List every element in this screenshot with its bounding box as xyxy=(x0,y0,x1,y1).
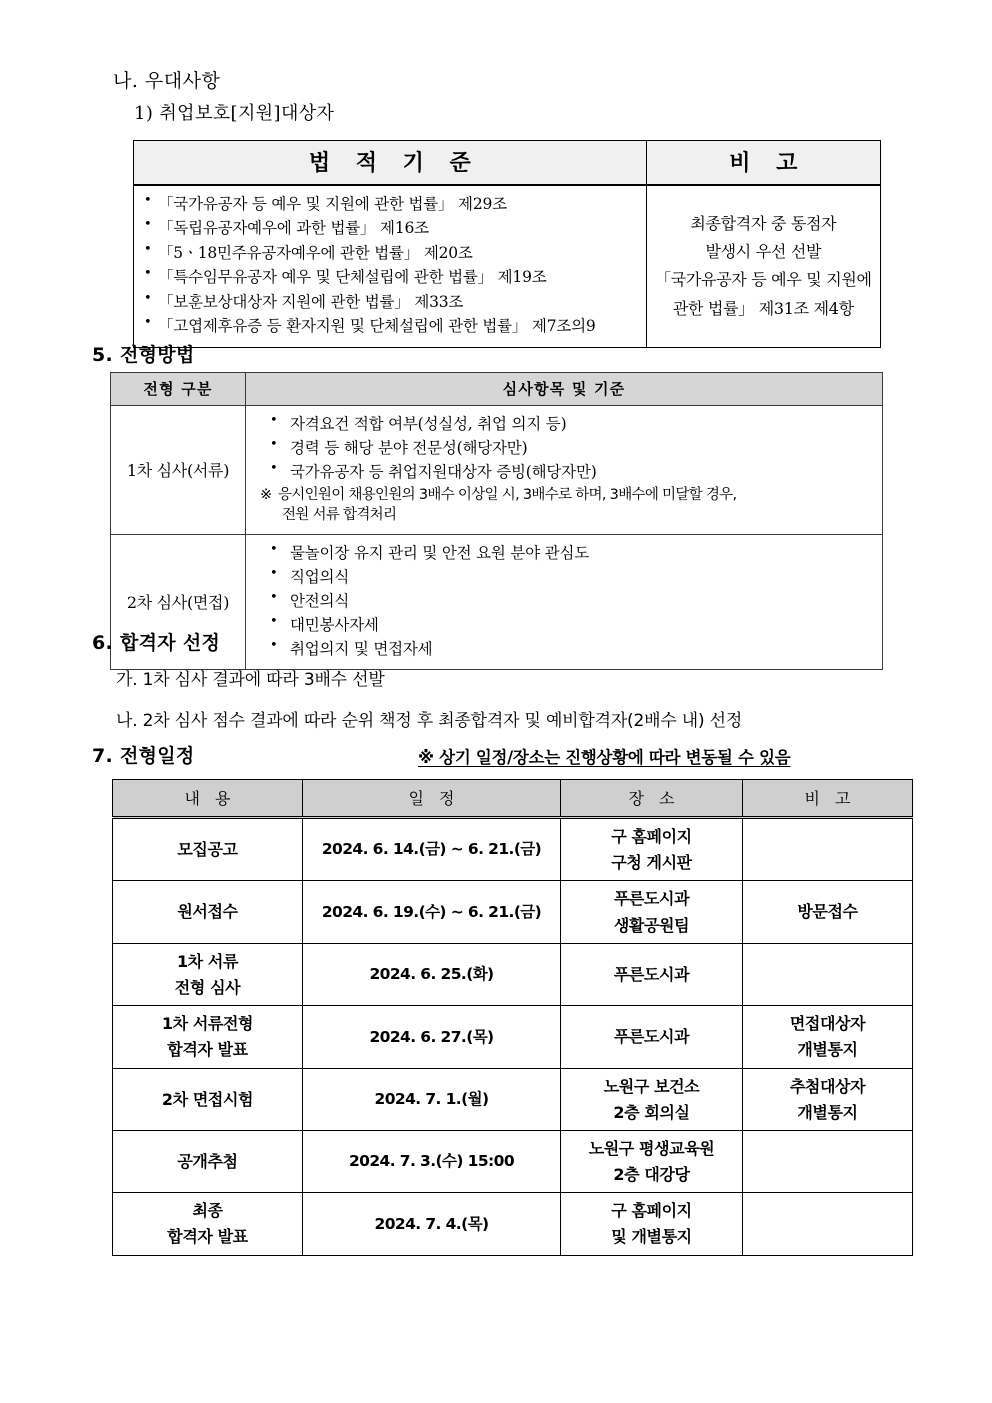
schedule-date: 2024. 6. 25.(화) xyxy=(303,943,561,1005)
schedule-date: 2024. 6. 14.(금) ~ 6. 21.(금) xyxy=(303,818,561,881)
table-row xyxy=(134,141,881,186)
text-line: 면접대상자 xyxy=(789,1014,866,1034)
table-row xyxy=(113,1006,913,1068)
section-6-item-b: 나. 2차 심사 점수 결과에 따라 순위 책정 후 최종합격자 및 예비합격자(2배수 내) 선정 xyxy=(116,711,743,731)
preference-subheading: 1) 취업보호[지원]대상자 xyxy=(134,103,335,124)
remark-line: 「국가유공자 등 예우 및 지원에 xyxy=(654,270,872,290)
table-row xyxy=(134,185,881,347)
schedule-place xyxy=(561,943,743,1005)
text-line: 노원구 평생교육원 xyxy=(588,1138,715,1158)
schedule-content xyxy=(113,1068,303,1130)
schedule-remark xyxy=(743,1193,913,1255)
schedule-date: 2024. 7. 4.(목) xyxy=(303,1193,561,1255)
schedule-table xyxy=(112,779,913,1256)
table-row xyxy=(113,943,913,1005)
schedule-remark xyxy=(743,881,913,943)
text-line: 1차 서류전형 xyxy=(161,1014,254,1034)
section-7-title: 7. 전형일정 xyxy=(92,745,195,767)
schedule-remark xyxy=(743,1006,913,1068)
text-line: 개별통지 xyxy=(797,1102,858,1122)
text-line: 방문접수 xyxy=(797,902,858,922)
list-item: • 자격요건 적합 여부(성실성, 취업 의지 등) xyxy=(256,412,874,436)
criteria-list xyxy=(256,541,874,661)
schedule-content xyxy=(113,818,303,881)
list-item: • 「보훈보상대상자 지원에 관한 법률」 제33조 xyxy=(144,290,646,314)
schedule-remark xyxy=(743,943,913,1005)
text-line: 및 개별통지 xyxy=(611,1227,692,1247)
selection-method-table xyxy=(110,372,883,670)
list-item: • 물놀이장 유지 관리 및 안전 요원 분야 관심도 xyxy=(256,541,874,565)
text-line: 1차 서류 xyxy=(176,951,239,971)
text-line: 개별통지 xyxy=(797,1040,858,1060)
table-row xyxy=(113,818,913,881)
criteria-list xyxy=(256,412,874,484)
legal-items-list xyxy=(144,192,646,339)
schedule-date: 2024. 6. 19.(수) ~ 6. 21.(금) xyxy=(303,881,561,943)
text-line: 구 홈페이지 xyxy=(611,1201,692,1221)
criteria-cell xyxy=(246,406,883,535)
criteria-col-header: 심사항목 및 기준 xyxy=(246,373,883,406)
text-line: 푸른도시과 xyxy=(613,889,690,909)
text-line: 공개추첨 xyxy=(177,1151,238,1171)
text-line: 노원구 보건소 xyxy=(603,1076,700,1096)
criteria-note-line-1: 응시인원이 채용인원의 3배수 이상일 시, 3배수로 하며, 3배수에 미달할 경우, xyxy=(278,487,737,504)
text-line: 합격자 발표 xyxy=(167,1227,248,1247)
table-row xyxy=(113,881,913,943)
table-row xyxy=(111,373,883,406)
list-item: • 직업의식 xyxy=(256,565,874,589)
table-row xyxy=(111,534,883,669)
remark-line: 발생시 우선 선발 xyxy=(705,241,822,261)
remark-cell xyxy=(646,185,880,347)
table-row xyxy=(113,780,913,818)
legal-items-cell xyxy=(134,185,647,347)
table-row xyxy=(113,1193,913,1255)
text-line: 생활공원팀 xyxy=(613,915,690,935)
list-item: • 취업의지 및 면접자세 xyxy=(256,637,874,661)
schedule-date: 2024. 7. 1.(월) xyxy=(303,1068,561,1130)
schedule-remark xyxy=(743,818,913,881)
schedule-content xyxy=(113,943,303,1005)
list-item: • 경력 등 해당 분야 전문성(해당자만) xyxy=(256,436,874,460)
text-line: 푸른도시과 xyxy=(613,1027,690,1047)
schedule-col-header-remark: 비 고 xyxy=(743,780,913,818)
schedule-place xyxy=(561,1130,743,1192)
preference-heading: 나. 우대사항 xyxy=(113,70,221,92)
schedule-place xyxy=(561,1193,743,1255)
schedule-col-header-content: 내 용 xyxy=(113,780,303,818)
criteria-note-line-2: 전원 서류 합격처리 xyxy=(282,507,397,524)
stage-label: 1차 심사(서류) xyxy=(111,406,246,535)
schedule-content xyxy=(113,1130,303,1192)
section-5-title: 5. 전형방법 xyxy=(92,344,195,366)
table-row xyxy=(111,406,883,535)
schedule-place xyxy=(561,818,743,881)
section-6-item-a: 가. 1차 심사 결과에 따라 3배수 선발 xyxy=(116,670,385,690)
schedule-place xyxy=(561,1068,743,1130)
list-item: • 국가유공자 등 취업지원대상자 증빙(해당자만) xyxy=(256,460,874,484)
text-line: 전형 심사 xyxy=(174,977,241,997)
schedule-remark xyxy=(743,1068,913,1130)
schedule-place xyxy=(561,881,743,943)
list-item: • 「고엽제후유증 등 환자지원 및 단체설립에 관한 법률」 제7조의9 xyxy=(144,314,646,338)
criteria-note xyxy=(256,485,874,526)
text-line: 푸른도시과 xyxy=(613,964,690,984)
list-item: • 「5ㆍ18민주유공자예우에 관한 법률」 제20조 xyxy=(144,241,646,265)
list-item: • 「특수임무유공자 예우 및 단체설립에 관한 법률」 제19조 xyxy=(144,265,646,289)
legal-col-header: 법 적 기 준 xyxy=(134,141,647,186)
list-item: • 「독립유공자예우에 과한 법률」 제16조 xyxy=(144,216,646,240)
text-line: 2층 회의실 xyxy=(613,1102,690,1122)
remark-line: 최종합격자 중 동점자 xyxy=(690,213,837,233)
text-line: 원서접수 xyxy=(177,902,238,922)
list-item: • 「국가유공자 등 예우 및 지원에 관한 법률」 제29조 xyxy=(144,192,646,216)
list-item: • 안전의식 xyxy=(256,589,874,613)
text-line: 2차 면접시험 xyxy=(161,1089,254,1109)
remark-line: 관한 법률」 제31조 제4항 xyxy=(672,298,854,318)
table-row xyxy=(113,1068,913,1130)
table-row xyxy=(113,1130,913,1192)
schedule-change-note: ※ 상기 일정/장소는 진행상황에 따라 변동될 수 있음 xyxy=(418,748,791,767)
legal-criteria-table xyxy=(133,140,881,348)
schedule-content xyxy=(113,1193,303,1255)
schedule-date: 2024. 7. 3.(수) 15:00 xyxy=(303,1130,561,1192)
text-line: 추첨대상자 xyxy=(789,1076,866,1096)
text-line: 합격자 발표 xyxy=(167,1040,248,1060)
stage-col-header: 전형 구분 xyxy=(111,373,246,406)
stage-label: 2차 심사(면접) xyxy=(111,534,246,669)
text-line: 모집공고 xyxy=(177,840,238,860)
schedule-content xyxy=(113,1006,303,1068)
text-line: 2층 대강당 xyxy=(613,1165,690,1185)
schedule-remark xyxy=(743,1130,913,1192)
section-6-title: 6. 합격자 선정 xyxy=(92,632,221,654)
text-line: 구청 게시판 xyxy=(611,853,692,873)
remark-col-header: 비 고 xyxy=(646,141,880,186)
schedule-date: 2024. 6. 27.(목) xyxy=(303,1006,561,1068)
schedule-content xyxy=(113,881,303,943)
text-line: 구 홈페이지 xyxy=(611,827,692,846)
schedule-col-header-date: 일 정 xyxy=(303,780,561,818)
list-item: • 대민봉사자세 xyxy=(256,613,874,637)
schedule-col-header-place: 장 소 xyxy=(561,780,743,818)
criteria-cell xyxy=(246,534,883,669)
schedule-place xyxy=(561,1006,743,1068)
text-line: 최종 xyxy=(192,1201,223,1221)
